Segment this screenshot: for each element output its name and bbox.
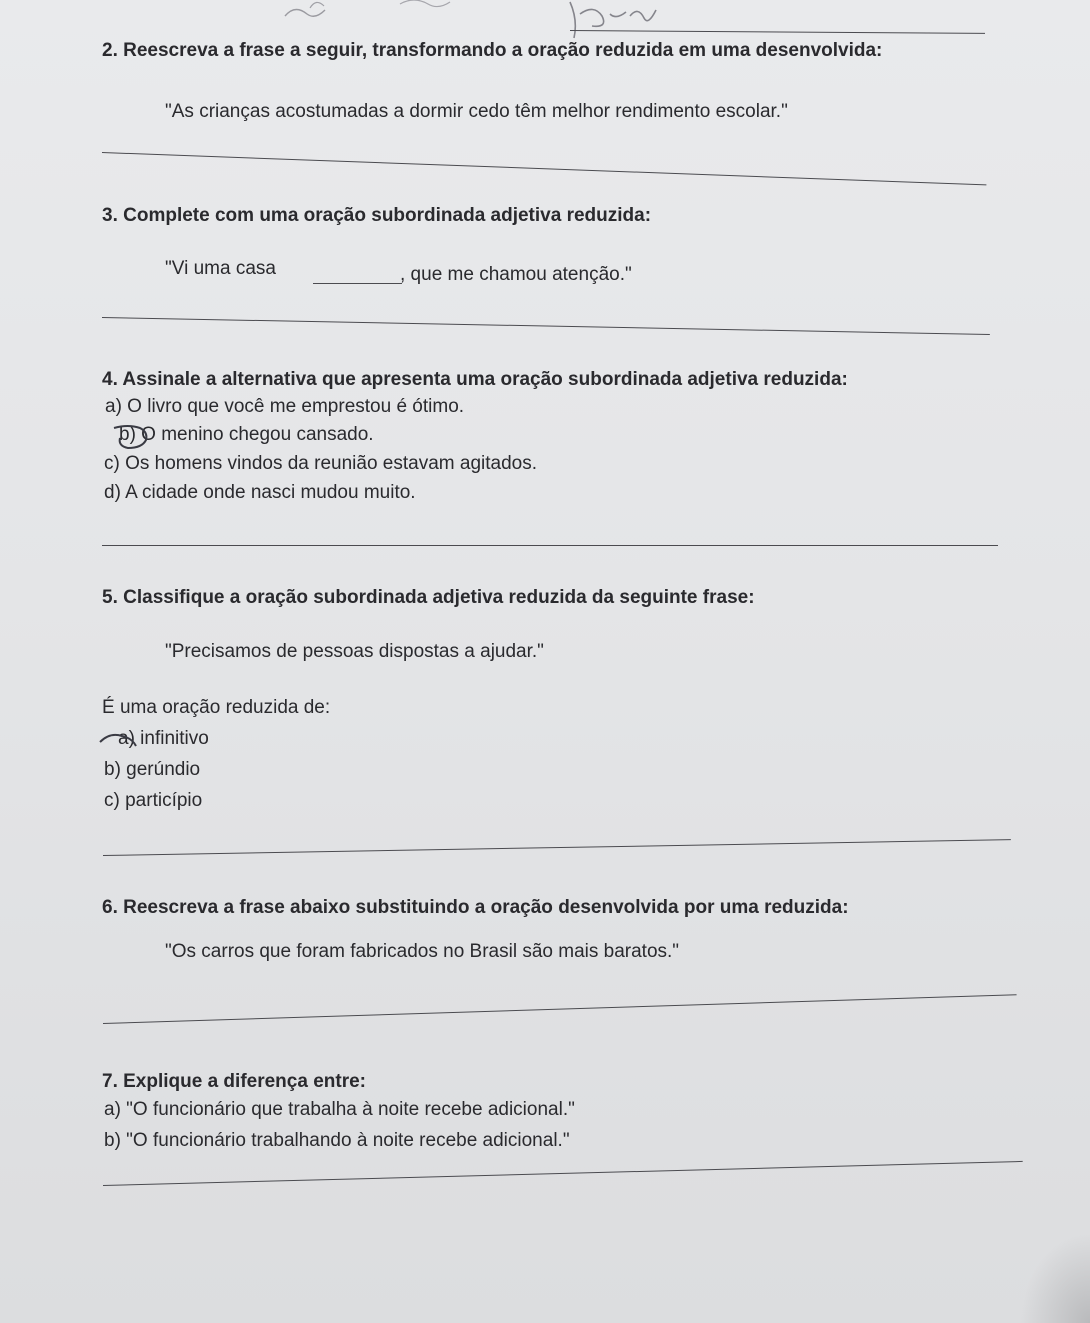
answer-line-q3 — [102, 317, 990, 335]
question-4-option-b: b) O menino chegou cansado. — [119, 424, 374, 445]
handwritten-scribble — [280, 0, 700, 44]
answer-line-q2 — [102, 152, 986, 185]
question-4-option-d: d) A cidade onde nasci mudou muito. — [104, 482, 416, 503]
pen-check-mark — [110, 420, 158, 450]
question-5-option-a: a) infinitivo — [118, 728, 209, 749]
answer-line-q4 — [102, 545, 998, 546]
answer-line-q5 — [103, 839, 1011, 856]
question-7-item-b: b) "O funcionário trabalhando à noite recebe adicional." — [104, 1130, 570, 1151]
question-3-sentence-start: "Vi uma casa — [165, 258, 276, 279]
question-2-sentence: "As crianças acostumadas a dormir cedo têm melhor rendimento escolar." — [165, 101, 788, 122]
question-6-prompt: 6. Reescreva a frase abaixo substituindo a oração desenvolvida por uma reduzida: — [102, 897, 849, 918]
question-4-prompt: 4. Assinale a alternativa que apresenta uma oração subordinada adjetiva reduzida: — [102, 369, 848, 390]
question-2-prompt: 2. Reescreva a frase a seguir, transformando a oração reduzida em uma desenvolvida: — [102, 40, 883, 61]
blank-q3 — [313, 283, 402, 284]
question-5-prompt: 5. Classifique a oração subordinada adjetiva reduzida da seguinte frase: — [102, 587, 755, 608]
question-6-sentence: "Os carros que foram fabricados no Brasil são mais baratos." — [165, 941, 680, 962]
question-7-prompt: 7. Explique a diferença entre: — [102, 1071, 366, 1092]
question-5-sentence: "Precisamos de pessoas dispostas a ajudar." — [165, 641, 544, 662]
page-corner-shadow — [1020, 1233, 1090, 1323]
pen-check-mark — [98, 728, 138, 750]
question-5-lead: É uma oração reduzida de: — [102, 697, 331, 718]
question-5-option-b: b) gerúndio — [104, 759, 201, 780]
question-5-option-c: c) particípio — [104, 790, 203, 811]
question-7-item-a: a) "O funcionário que trabalha à noite recebe adicional." — [104, 1099, 575, 1120]
question-4-option-a: a) O livro que você me emprestou é ótimo. — [105, 396, 465, 417]
question-4-option-c: c) Os homens vindos da reunião estavam agitados. — [104, 453, 538, 474]
question-3-sentence-end: , que me chamou atenção." — [400, 264, 632, 285]
answer-line-q7 — [103, 1161, 1023, 1186]
answer-line-q6 — [103, 994, 1017, 1024]
question-3-prompt: 3. Complete com uma oração subordinada adjetiva reduzida: — [102, 205, 652, 226]
